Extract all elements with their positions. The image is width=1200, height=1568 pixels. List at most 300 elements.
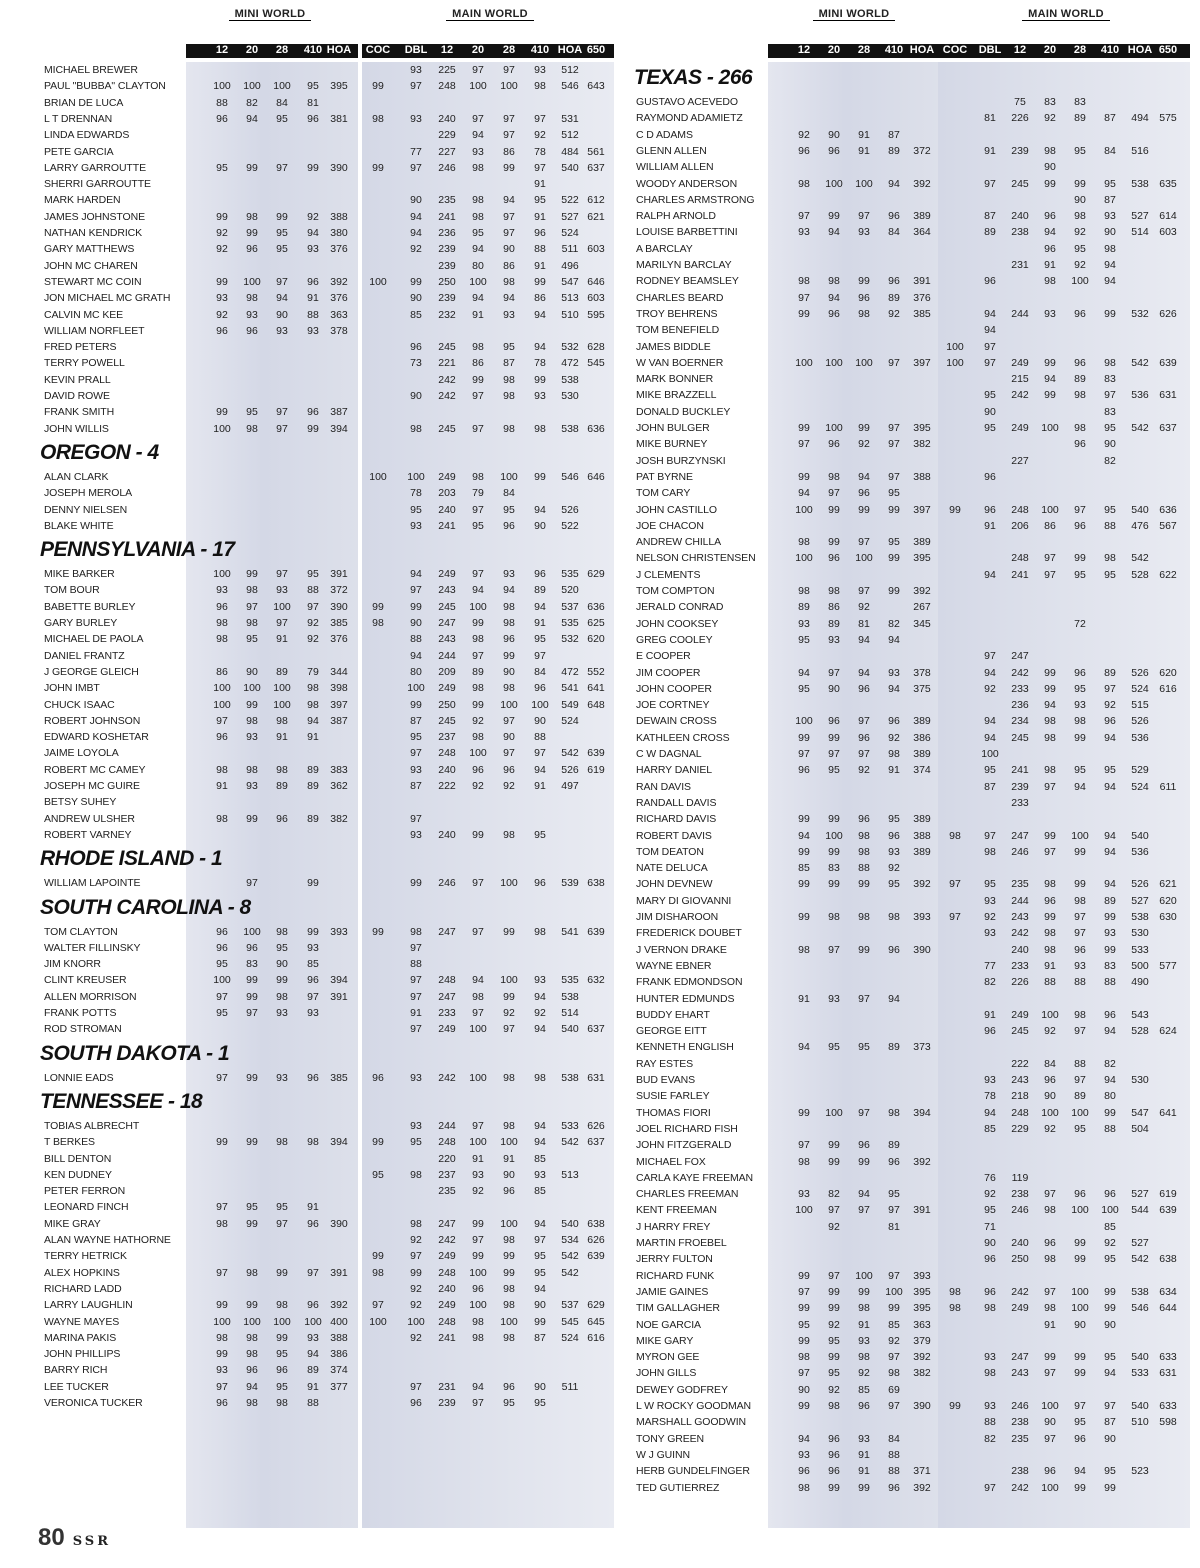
score-cell: 98	[372, 617, 384, 629]
shooter-name: MIKE BARKER	[44, 568, 115, 581]
score-cell: 99	[307, 877, 319, 890]
table-row	[620, 339, 1200, 355]
score-cell: 90	[534, 519, 546, 532]
score-cell: 629	[587, 568, 605, 581]
score-cell: 374	[913, 764, 931, 777]
score-cell: 93	[534, 64, 546, 76]
score-cell: 245	[438, 600, 456, 613]
score-cell: 386	[330, 1348, 348, 1361]
score-cell: 97	[503, 747, 515, 760]
score-cell: 99	[828, 1285, 840, 1298]
score-cell: 91	[276, 731, 288, 744]
score-cell: 99	[503, 1266, 515, 1279]
score-cell: 96	[307, 275, 319, 288]
score-cell: 99	[828, 845, 840, 858]
score-cell: 98	[1074, 1008, 1086, 1021]
score-cell: 530	[1131, 927, 1149, 940]
score-cell: 84	[1044, 1057, 1056, 1070]
score-cell: 98	[984, 845, 996, 858]
score-cell: 98	[888, 1106, 900, 1119]
score-cell: 245	[438, 714, 456, 727]
column-header: DBL	[978, 44, 1002, 56]
score-cell: 621	[587, 210, 605, 223]
score-cell: 392	[913, 878, 931, 891]
score-cell: 372	[913, 144, 931, 157]
score-cell: 97	[828, 1269, 840, 1282]
score-cell: 97	[984, 356, 996, 369]
score-cell: 528	[1131, 1025, 1149, 1038]
score-cell: 96	[503, 519, 515, 532]
score-cell: 99	[410, 698, 422, 711]
score-cell: 87	[1104, 193, 1116, 206]
table-row	[0, 469, 620, 485]
score-cell: 89	[888, 1139, 900, 1152]
shooter-name: NELSON CHRISTENSEN	[636, 552, 756, 565]
score-cell: 232	[438, 308, 456, 321]
column-header: 28	[275, 44, 289, 56]
table-row	[0, 355, 620, 371]
score-cell: 88	[410, 633, 422, 646]
score-cell: 99	[246, 1299, 258, 1312]
column-header: DBL	[404, 44, 428, 56]
score-cell: 510	[561, 308, 579, 321]
score-cell: 94	[534, 1282, 546, 1295]
score-cell: 92	[534, 129, 546, 142]
score-cell: 98	[276, 1136, 288, 1149]
score-cell: 98	[984, 1302, 996, 1315]
shooter-name: CHARLES ARMSTRONG	[636, 193, 755, 206]
table-row	[0, 78, 620, 94]
score-cell: 99	[472, 617, 484, 629]
shooter-name: MARK BONNER	[636, 373, 714, 386]
score-cell: 100	[243, 925, 261, 938]
score-cell: 376	[913, 291, 931, 304]
score-cell: 95	[798, 633, 810, 646]
shooter-name: JAMES JOHNSTONE	[44, 210, 145, 223]
table-row	[0, 1183, 620, 1199]
score-cell: 94	[984, 307, 996, 320]
column-header: 410	[1100, 44, 1120, 56]
table-row	[0, 241, 620, 257]
score-cell: 99	[858, 275, 870, 288]
score-cell: 92	[828, 1220, 840, 1233]
score-cell: 248	[438, 80, 456, 93]
score-cell: 100	[825, 177, 843, 190]
score-cell: 97	[472, 1007, 484, 1019]
score-cell: 96	[503, 633, 515, 646]
score-cell: 99	[798, 422, 810, 434]
score-cell: 96	[216, 941, 228, 954]
score-cell: 92	[888, 862, 900, 875]
score-cell: 400	[330, 1315, 348, 1328]
score-cell: 95	[410, 1136, 422, 1149]
score-cell: 99	[1104, 307, 1116, 320]
score-cell: 96	[984, 275, 996, 288]
score-cell: 616	[1159, 682, 1177, 695]
score-cell: 96	[1074, 1188, 1086, 1201]
score-cell: 94	[534, 503, 546, 516]
score-cell: 577	[1159, 959, 1177, 972]
score-cell: 94	[534, 1136, 546, 1149]
shooter-name: WAYNE MAYES	[44, 1315, 120, 1328]
score-cell: 98	[949, 1285, 961, 1298]
score-cell: 94	[984, 1106, 996, 1119]
score-cell: 99	[472, 698, 484, 711]
table-row	[620, 257, 1200, 273]
score-cell: 77	[410, 145, 422, 158]
table-row	[620, 224, 1200, 240]
score-cell: 546	[1131, 1302, 1149, 1315]
shooter-name: ROD STROMAN	[44, 1023, 122, 1036]
shooter-name: FREDERICK DOUBET	[636, 927, 742, 940]
score-cell: 98	[276, 1397, 288, 1409]
score-cell: 542	[561, 1266, 579, 1279]
score-cell: 86	[828, 601, 840, 614]
score-cell: 95	[472, 227, 484, 239]
score-cell: 98	[472, 731, 484, 744]
score-cell: 547	[1131, 1106, 1149, 1119]
score-cell: 93	[216, 584, 228, 597]
score-cell: 87	[984, 780, 996, 793]
score-cell: 71	[984, 1220, 996, 1233]
score-cell: 89	[828, 617, 840, 630]
score-cell: 99	[798, 470, 810, 483]
column-header: 28	[502, 44, 516, 56]
score-cell: 92	[888, 307, 900, 320]
score-cell: 567	[1159, 519, 1177, 532]
shooter-name: WOODY ANDERSON	[636, 177, 738, 190]
score-cell: 96	[216, 600, 228, 613]
score-cell: 96	[1074, 666, 1086, 679]
column-header: 410	[303, 44, 323, 56]
score-cell: 93	[858, 226, 870, 239]
score-cell: 97	[828, 748, 840, 760]
score-cell: 97	[798, 438, 810, 451]
score-cell: 97	[984, 650, 996, 663]
table-row	[620, 616, 1200, 632]
score-cell: 215	[1011, 373, 1029, 386]
score-cell: 97	[858, 536, 870, 549]
score-cell: 95	[410, 731, 422, 744]
score-cell: 538	[561, 373, 579, 386]
score-cell: 527	[1131, 1237, 1149, 1249]
table-row	[620, 1300, 1200, 1316]
score-cell: 248	[438, 1266, 456, 1279]
score-cell: 98	[888, 1367, 900, 1380]
score-cell: 500	[1131, 959, 1149, 972]
table-row	[620, 550, 1200, 566]
table-row	[620, 1072, 1200, 1088]
score-cell: 92	[472, 714, 484, 727]
shooter-name: GUSTAVO ACEVEDO	[636, 96, 738, 108]
score-cell: 389	[913, 210, 931, 223]
score-cell: 494	[1131, 112, 1149, 125]
score-cell: 96	[307, 406, 319, 419]
score-cell: 390	[330, 1217, 348, 1230]
score-cell: 99	[828, 1351, 840, 1364]
score-cell: 99	[372, 1136, 384, 1149]
score-cell: 95	[828, 764, 840, 777]
score-cell: 99	[858, 1481, 870, 1494]
score-cell: 98	[216, 617, 228, 629]
score-cell: 100	[273, 1315, 291, 1328]
score-cell: 91	[984, 1008, 996, 1021]
table-row	[0, 1134, 620, 1150]
score-cell: 536	[1131, 845, 1149, 858]
score-cell: 99	[1074, 1253, 1086, 1266]
table-row	[0, 615, 620, 631]
score-cell: 88	[534, 243, 546, 256]
score-cell: 92	[798, 128, 810, 141]
score-cell: 598	[1159, 1416, 1177, 1429]
score-cell: 94	[984, 568, 996, 581]
score-cell: 545	[587, 357, 605, 370]
score-cell: 96	[216, 731, 228, 744]
score-cell: 99	[1044, 682, 1056, 695]
score-cell: 86	[1044, 519, 1056, 532]
score-cell: 99	[276, 210, 288, 223]
score-cell: 89	[888, 144, 900, 157]
score-cell: 385	[330, 617, 348, 629]
score-cell: 526	[1131, 715, 1149, 728]
shooter-name: J GEORGE GLEICH	[44, 665, 139, 678]
score-cell: 82	[984, 976, 996, 989]
score-cell: 249	[1011, 422, 1029, 434]
score-cell: 98	[410, 1168, 422, 1181]
score-cell: 95	[798, 682, 810, 695]
score-cell: 94	[534, 1119, 546, 1132]
table-row	[620, 1414, 1200, 1430]
score-cell: 94	[1104, 731, 1116, 744]
shooter-name: JON MICHAEL MC GRATH	[44, 292, 171, 305]
score-cell: 92	[307, 633, 319, 646]
score-cell: 91	[984, 519, 996, 532]
score-cell: 648	[587, 698, 605, 711]
score-cell: 99	[798, 1302, 810, 1315]
column-header: 20	[1043, 44, 1057, 56]
table-row	[0, 1151, 620, 1167]
table-row	[0, 1216, 620, 1232]
score-cell: 85	[1104, 1220, 1116, 1233]
score-cell: 235	[438, 1185, 456, 1198]
score-cell: 235	[438, 194, 456, 207]
score-cell: 97	[1044, 1367, 1056, 1380]
score-cell: 98	[503, 682, 515, 695]
score-cell: 379	[913, 1334, 931, 1347]
score-cell: 89	[798, 601, 810, 614]
score-cell: 97	[503, 129, 515, 142]
table-row	[0, 1232, 620, 1248]
score-cell: 98	[503, 373, 515, 386]
score-cell: 98	[1104, 356, 1116, 369]
score-cell: 512	[561, 129, 579, 142]
score-cell: 83	[828, 862, 840, 875]
table-row	[620, 420, 1200, 436]
score-cell: 96	[1104, 715, 1116, 728]
score-cell: 97	[410, 1380, 422, 1393]
score-cell: 94	[503, 292, 515, 305]
table-row	[0, 713, 620, 729]
score-cell: 83	[1044, 96, 1056, 108]
score-cell: 99	[888, 552, 900, 565]
score-cell: 641	[1159, 1106, 1177, 1119]
score-cell: 93	[984, 1400, 996, 1412]
shooter-name: RODNEY BEAMSLEY	[636, 275, 739, 288]
score-cell: 530	[1131, 1074, 1149, 1086]
score-cell: 100	[981, 748, 999, 760]
score-cell: 98	[472, 1331, 484, 1344]
score-cell: 539	[561, 877, 579, 890]
score-cell: 93	[216, 1364, 228, 1377]
score-cell: 645	[587, 1315, 605, 1328]
score-cell: 95	[798, 1318, 810, 1331]
table-row	[620, 665, 1200, 681]
score-cell: 94	[472, 974, 484, 987]
score-cell: 98	[858, 829, 870, 842]
score-cell: 93	[307, 941, 319, 954]
score-cell: 97	[949, 878, 961, 891]
table-row	[620, 860, 1200, 876]
score-cell: 97	[1104, 682, 1116, 695]
score-cell: 603	[1159, 226, 1177, 239]
score-cell: 96	[984, 1253, 996, 1266]
score-cell: 96	[503, 1380, 515, 1393]
score-cell: 91	[858, 1465, 870, 1478]
score-cell: 97	[1044, 1285, 1056, 1298]
score-cell: 249	[438, 1023, 456, 1036]
score-cell: 242	[1011, 1481, 1029, 1494]
score-cell: 88	[1044, 976, 1056, 989]
score-cell: 96	[828, 1465, 840, 1478]
score-cell: 96	[858, 1139, 870, 1152]
score-cell: 95	[1104, 1465, 1116, 1478]
score-cell: 100	[1071, 1204, 1089, 1217]
shooter-name: LEE TUCKER	[44, 1380, 109, 1393]
table-row	[0, 956, 620, 972]
score-cell: 97	[246, 1007, 258, 1019]
score-cell: 98	[472, 633, 484, 646]
score-cell: 94	[410, 568, 422, 581]
score-cell: 95	[410, 503, 422, 516]
score-cell: 86	[472, 357, 484, 370]
shooter-name: JAIME LOYOLA	[44, 747, 119, 760]
score-cell: 537	[561, 600, 579, 613]
score-cell: 97	[216, 1380, 228, 1393]
score-cell: 98	[798, 536, 810, 549]
score-cell: 92	[858, 1367, 870, 1380]
shooter-name: WAYNE EBNER	[636, 959, 712, 972]
score-cell: 385	[913, 307, 931, 320]
score-cell: 78	[534, 145, 546, 158]
score-cell: 98	[984, 1367, 996, 1380]
score-cell: 233	[1011, 959, 1029, 972]
score-cell: 100	[213, 568, 231, 581]
score-cell: 244	[1011, 307, 1029, 320]
score-cell: 93	[472, 145, 484, 158]
score-cell: 97	[1074, 503, 1086, 516]
score-cell: 96	[984, 470, 996, 483]
score-cell: 96	[888, 829, 900, 842]
score-cell: 394	[913, 1106, 931, 1119]
score-cell: 243	[438, 633, 456, 646]
score-cell: 94	[534, 990, 546, 1003]
score-cell: 92	[984, 682, 996, 695]
score-cell: 100	[825, 422, 843, 434]
score-cell: 377	[330, 1380, 348, 1393]
score-cell: 639	[1159, 1204, 1177, 1217]
score-cell: 97	[276, 568, 288, 581]
score-cell: 94	[798, 1432, 810, 1445]
score-cell: 90	[828, 682, 840, 695]
shooter-name: LOUISE BARBETTINI	[636, 226, 738, 239]
shooter-name: ROBERT DAVIS	[636, 829, 712, 842]
score-cell: 248	[438, 1315, 456, 1328]
score-cell: 92	[410, 243, 422, 256]
shooter-name: BUD EVANS	[636, 1074, 696, 1086]
score-cell: 79	[307, 665, 319, 678]
score-cell: 99	[246, 1071, 258, 1084]
score-cell: 100	[795, 356, 813, 369]
table-row	[0, 95, 620, 111]
score-cell: 95	[534, 194, 546, 207]
score-cell: 96	[1074, 438, 1086, 451]
score-cell: 93	[410, 828, 422, 841]
score-cell: 99	[828, 1302, 840, 1315]
score-cell: 96	[888, 943, 900, 956]
score-cell: 94	[1104, 845, 1116, 858]
score-cell: 246	[1011, 1400, 1029, 1412]
score-cell: 526	[561, 763, 579, 776]
score-cell: 93	[1044, 307, 1056, 320]
score-cell: 538	[1131, 1285, 1149, 1298]
score-cell: 99	[534, 275, 546, 288]
table-row	[0, 745, 620, 761]
score-cell: 99	[1044, 829, 1056, 842]
score-cell: 222	[1011, 1057, 1029, 1070]
score-cell: 527	[561, 210, 579, 223]
shooter-name: MYRON GEE	[636, 1351, 700, 1364]
score-cell: 100	[407, 1315, 425, 1328]
column-header: HOA	[557, 44, 583, 56]
score-cell: 532	[1131, 307, 1149, 320]
score-cell: 90	[534, 1299, 546, 1312]
score-cell: 90	[276, 308, 288, 321]
score-cell: 100	[369, 470, 387, 483]
score-cell: 95	[216, 1007, 228, 1019]
column-header: 12	[797, 44, 811, 56]
score-cell: 96	[828, 552, 840, 565]
score-cell: 98	[503, 1234, 515, 1246]
score-cell: 86	[503, 145, 515, 158]
score-cell: 93	[828, 992, 840, 1005]
score-cell: 95	[1074, 242, 1086, 255]
score-cell: 81	[888, 1220, 900, 1233]
score-cell: 91	[534, 259, 546, 272]
score-cell: 389	[913, 536, 931, 549]
score-cell: 95	[276, 112, 288, 125]
table-row	[620, 453, 1200, 469]
score-cell: 94	[798, 487, 810, 500]
shooter-name: KATHLEEN CROSS	[636, 731, 730, 744]
score-cell: 98	[246, 1397, 258, 1409]
score-cell: 81	[307, 96, 319, 109]
table-row	[620, 1317, 1200, 1333]
score-cell: 638	[587, 1217, 605, 1230]
score-cell: 100	[469, 747, 487, 760]
score-cell: 394	[330, 422, 348, 435]
score-cell: 203	[438, 487, 456, 500]
score-cell: 540	[1131, 503, 1149, 516]
